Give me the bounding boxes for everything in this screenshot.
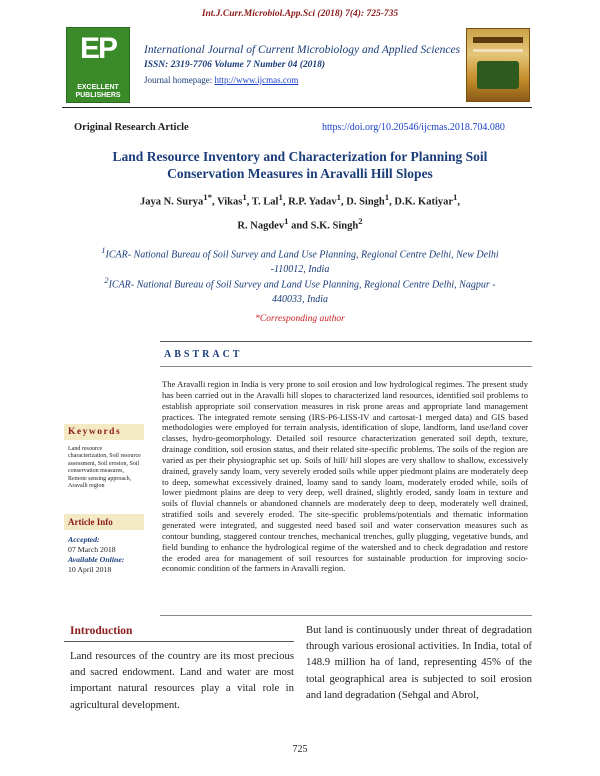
- doi-link[interactable]: https://doi.org/10.20546/ijcmas.2018.704.080: [322, 122, 505, 133]
- publisher-logo: [66, 27, 130, 103]
- keywords-list: Land resource characterization, Soil resource assessment, Soil erosion, Soil conservation measures, Remote sensing approach, Aravalli region: [68, 446, 141, 490]
- accepted-date: 07 March 2018: [68, 545, 116, 554]
- logo-letters: EP: [79, 32, 117, 65]
- available-online-label: Available Online:: [68, 555, 125, 564]
- keywords-heading: Keywords: [64, 424, 144, 440]
- abstract-bottom-rule: [160, 615, 532, 616]
- affiliation-1: $^1$ICAR- National Bureau of Soil Survey and Land Use Planning, Regional Centre Delhi, New Delhi -110012, India: [101, 246, 499, 276]
- abstract-heading-rule: [160, 366, 532, 367]
- article-sidebar: [64, 424, 144, 600]
- corresponding-author: *Corresponding author: [255, 314, 345, 324]
- article-info-heading: Article Info: [64, 514, 144, 530]
- issn-volume: ISSN: 2319-7706 Volume 7 Number 04 (2018): [144, 60, 326, 70]
- introduction-rule: [64, 641, 294, 642]
- accepted-label: Accepted:: [68, 535, 100, 544]
- journal-citation: Int.J.Curr.Microbiol.App.Sci (2018) 7(4): 725-735: [201, 9, 399, 19]
- introduction-heading: Introduction: [70, 625, 133, 637]
- body-left-column: Land resources of the country are its most precious and sacred endowment. Land and water are most important natural resources play a vital role in agricultural development.: [70, 650, 294, 711]
- authors-line-1: Jaya N. Surya$^{1*}$, Vikas$^1$, T. Lal$^1$, R.P. Yadav$^1$, D. Singh$^1$, D.K. Katiyar$^1$,: [139, 192, 461, 208]
- abstract-text: The Aravalli region in India is very prone to soil erosion and low hydrological regimes. The present study has been carried out in the Aravalli hill slopes to characterized land resources, identified soil problems to establish appropriate soil conservation measures in risk prone areas and appropriate land management practices. The integrated remote sensing (IRS-P6-LISS-IV and cartosat-1 merged data) and GIS based methodologies were employed for terrain analysis, identification of slope, landform, land use/land cover classes, hydro-geomorphology. Detailed soil resource characterization generated soil depth, texture, drainage condition, soil erosion status, and their related site-specific problems. The soils of the region are varied as per their physiographic set up. Soils of hill/ hill slopes are very shallow to shallow, excessively drained, gravely sandy loam, very severely eroded soils while upper piedmont plains are moderately deep to deep, somewhat excessively drained, loamy sand to sandy loam, moderately eroded while, soils of lower piedmont plains are deep to very deep, well drained, slightly eroded, sandy loam in texture and soils of fluvial channels or abandoned channels are moderately deep to deep, moderately well drained, stratified soils and severely eroded. The site-specific problems/potentials and thematic information generated were integrated, and suggested need based soil and water conservation measures such as contour bunding, staggered contour trenches, mechanical trenches, gully plugging, vegetative bunds, and field bunding to enhance the hydrological regime of the watershed and to check degradation and restore the eroded area for management of soil resources for sustainable production for improving socio-economic condition of the farmers in Aravalli region.: [162, 379, 528, 574]
- author-list: [90, 188, 510, 235]
- journal-homepage: [144, 75, 298, 85]
- journal-cover-image: [466, 28, 530, 102]
- homepage-link[interactable]: http://www.ijcmas.com: [214, 75, 299, 85]
- authors-line-2: R. Nagdev$^1$ and S.K. Singh$^2$: [237, 215, 363, 231]
- article-type: Original Research Article: [74, 122, 189, 133]
- page-number: 725: [292, 744, 308, 755]
- logo-publisher-text: EXCELLENT PUBLISHERS: [75, 84, 121, 99]
- homepage-label: Journal homepage:: [144, 75, 215, 85]
- body-right-column: But land is continuously under threat of degradation through various erosional activities. In India, total of 148.9 million ha of land, representing 45% of the total geographical area is subjected to soil erosion and land degradation (Sehgal and Abrol,: [306, 624, 532, 701]
- abstract-heading: ABSTRACT: [164, 349, 243, 360]
- journal-name: International Journal of Current Microbiology and Applied Sciences: [144, 44, 461, 56]
- abstract-top-rule: [160, 341, 532, 342]
- available-online-date: 10 April 2018: [68, 565, 112, 574]
- affiliation-2: $^2$ICAR- National Bureau of Soil Survey and Land Use Planning, Regional Centre Delhi, Nagpur - 440033, India: [104, 276, 496, 306]
- header-divider: [62, 107, 532, 108]
- article-title: Land Resource Inventory and Characterization for Planning Soil Conservation Measures in Aravalli Hill Slopes: [112, 149, 488, 181]
